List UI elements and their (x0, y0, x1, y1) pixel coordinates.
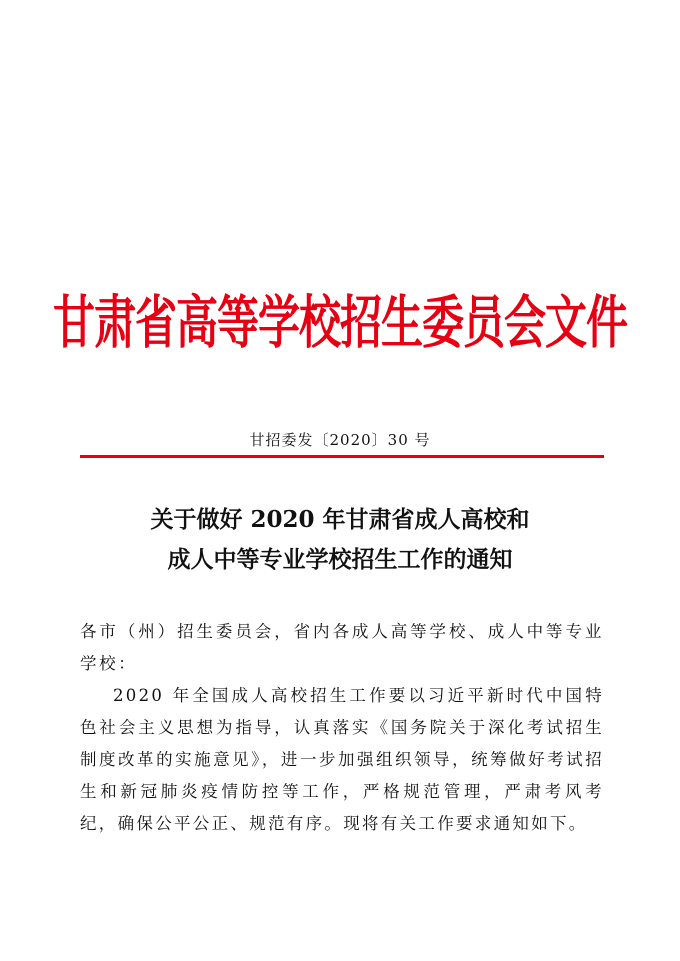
body-paragraph-1: 2020 年全国成人高校招生工作要以习近平新时代中国特色社会主义思想为指导，认真落实《国务院关于深化考试招生制度改革的实施意见》，进一步加强组织领导，统筹做好考试招生和新冠肺炎疫情防控等工作，严格规范管理，严肃考风考纪，确保公平公正、规范有序。现将有关工作要求通知如下。 (80, 686, 604, 833)
recipient-line: 各市（州）招生委员会，省内各成人高等学校、成人中等专业学校： (80, 622, 604, 673)
red-masthead-title: 甘肃省高等学校招生委员会文件 (52, 289, 627, 356)
notice-title-line-2: 成人中等专业学校招生工作的通知 (167, 546, 513, 573)
notice-body (80, 616, 604, 840)
document-number: 甘招委发〔2020〕30 号 (249, 431, 431, 449)
red-divider-line (80, 455, 604, 458)
notice-title (0, 500, 680, 580)
notice-title-line-1: 关于做好 2020 年甘肃省成人高校和 (150, 506, 530, 533)
